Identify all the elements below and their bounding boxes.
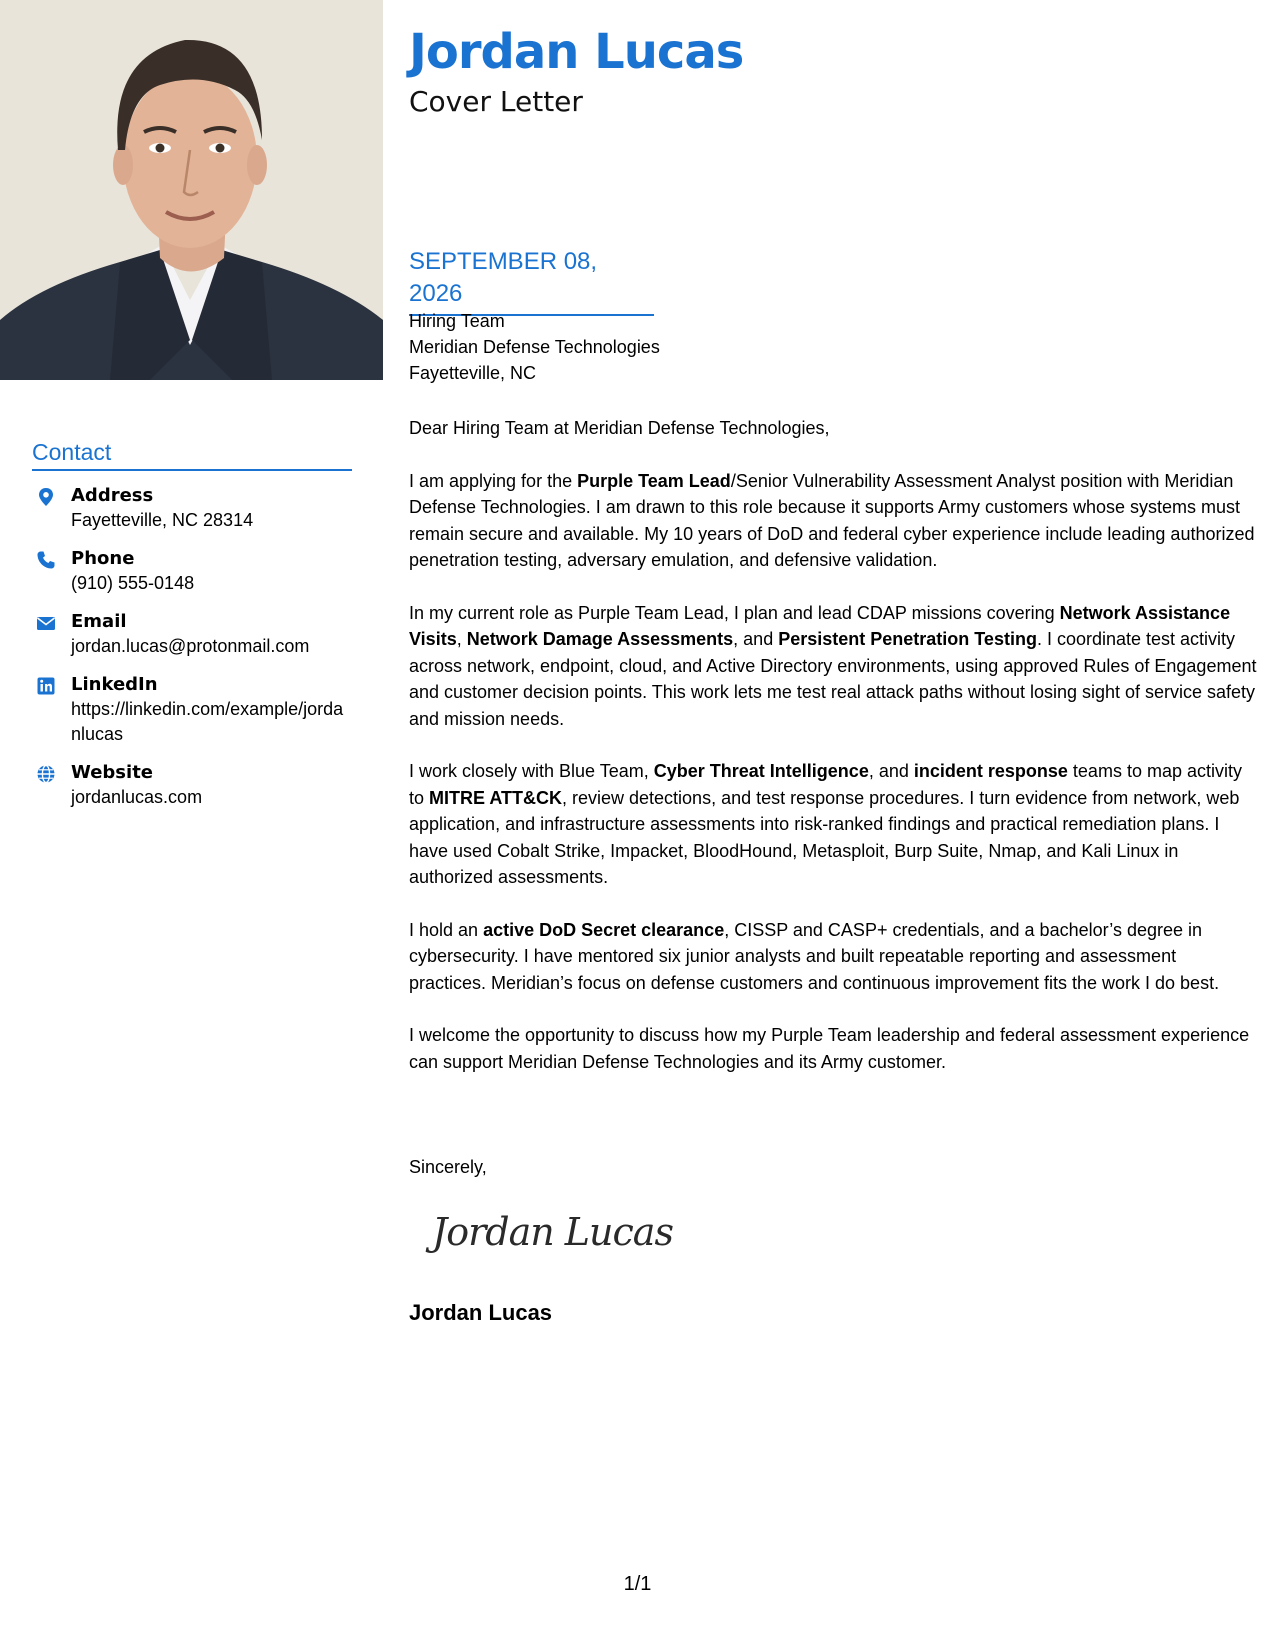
globe-icon — [36, 764, 56, 784]
phone-icon — [36, 550, 56, 570]
candidate-name: Jordan Lucas — [409, 24, 744, 80]
website-value[interactable]: jordanlucas.com — [71, 787, 203, 807]
page-number: 1/1 — [623, 1573, 652, 1595]
paragraph-text: , — [456, 629, 467, 649]
paragraph-text: I hold an — [409, 919, 484, 940]
letter-body — [409, 415, 1257, 1101]
letter-paragraph — [409, 600, 1257, 733]
handwritten-signature: Jordan Lucas — [432, 1210, 673, 1254]
paragraph-text: I work closely with Blue Team, — [409, 761, 654, 781]
phone-value: (910) 555-0148 — [71, 573, 195, 593]
contact-item-phone — [32, 546, 352, 596]
emphasized-text: Network Assistance Visits — [409, 602, 1231, 649]
paragraph-text: , and — [733, 629, 779, 649]
contact-label: Email — [71, 611, 127, 632]
paragraph-text: . I coordinate test activity across network, endpoint, cloud, and Active Directory environments, using approved Rules of Engagement and customer decision points. This work lets me test real attack paths without losing sight of service safety and mission needs. — [409, 629, 1257, 729]
contact-section — [32, 437, 352, 823]
contact-label: Website — [71, 762, 154, 783]
emphasized-text: active DoD Secret clearance — [483, 919, 725, 940]
recipient-line: Fayetteville, NC — [409, 363, 537, 383]
location-pin-icon — [36, 487, 56, 507]
emphasized-text: Purple Team Lead — [577, 470, 731, 491]
recipient-line: Meridian Defense Technologies — [409, 337, 660, 357]
emphasized-text: Network Damage Assessments — [466, 629, 734, 649]
document-title: Cover Letter — [409, 85, 583, 118]
letter-paragraph — [409, 1022, 1257, 1075]
paragraph-text: , CISSP and CASP+ credentials, and a bachelor’s degree in cybersecurity. I have mentored six junior analysts and built repeatable reporting and assessment practices. Meridian’s focus on defense customers and continuous improvement fits the work I do best. — [409, 919, 1220, 993]
contact-heading: Contact — [32, 437, 352, 471]
recipient-block — [409, 308, 660, 386]
profile-photo — [0, 0, 383, 380]
paragraph-text: , review detections, and test response procedures. I turn evidence from network, web application, and infrastructure assessments into risk-ranked findings and practical remediation plans. I have used Cobalt Strike, Impacket, BloodHound, Metasploit, Burp Suite, Nmap, and Kali Linux in authorized assessments. — [409, 787, 1240, 887]
signer-name: Jordan Lucas — [409, 1300, 553, 1325]
paragraph-text: In my current role as Purple Team Lead, I plan and lead CDAP missions covering — [409, 602, 1060, 623]
paragraph-text: , and — [868, 761, 914, 781]
letter-paragraph — [409, 468, 1257, 574]
address-value: Fayetteville, NC 28314 — [71, 510, 254, 530]
emphasized-text: Cyber Threat Intelligence — [653, 761, 869, 781]
paragraph-text: I welcome the opportunity to discuss how my Purple Team leadership and federal assessment experience can support Meridian Defense Technologies and its Army customer. — [409, 1025, 1250, 1072]
emphasized-text: incident response — [913, 761, 1068, 781]
linkedin-value[interactable]: https://linkedin.com/example/jordanlucas — [71, 699, 344, 744]
paragraph-text: teams to map activity to — [409, 761, 1242, 808]
email-icon — [36, 613, 56, 633]
contact-label: LinkedIn — [71, 674, 158, 695]
emphasized-text: MITRE ATT&CK — [429, 787, 562, 808]
closing: Sincerely, — [409, 1157, 487, 1177]
letter-date: SEPTEMBER 08, 2026 — [409, 246, 654, 316]
emphasized-text: Persistent Penetration Testing — [778, 629, 1037, 649]
letter-paragraph — [409, 917, 1257, 997]
recipient-line: Hiring Team — [409, 311, 505, 331]
letter-paragraph — [409, 758, 1257, 891]
contact-item-address — [32, 483, 352, 533]
contact-label: Address — [71, 485, 154, 506]
contact-item-linkedin — [32, 672, 352, 747]
contact-item-email — [32, 609, 352, 659]
linkedin-icon — [36, 676, 56, 696]
contact-label: Phone — [71, 548, 135, 569]
salutation: Dear Hiring Team at Meridian Defense Technologies, — [409, 418, 830, 438]
contact-item-website — [32, 760, 352, 810]
email-value[interactable]: jordan.lucas@protonmail.com — [71, 636, 310, 656]
paragraph-text: I am applying for the — [409, 470, 578, 491]
paragraph-text: /Senior Vulnerability Assessment Analyst position with Meridian Defense Technologies. I am drawn to this role because it supports Army customers whose systems must remain secure and available. My 10 years of DoD and federal cyber experience include leading authorized penetration testing, adversary emulation, and defensive validation. — [409, 470, 1255, 570]
